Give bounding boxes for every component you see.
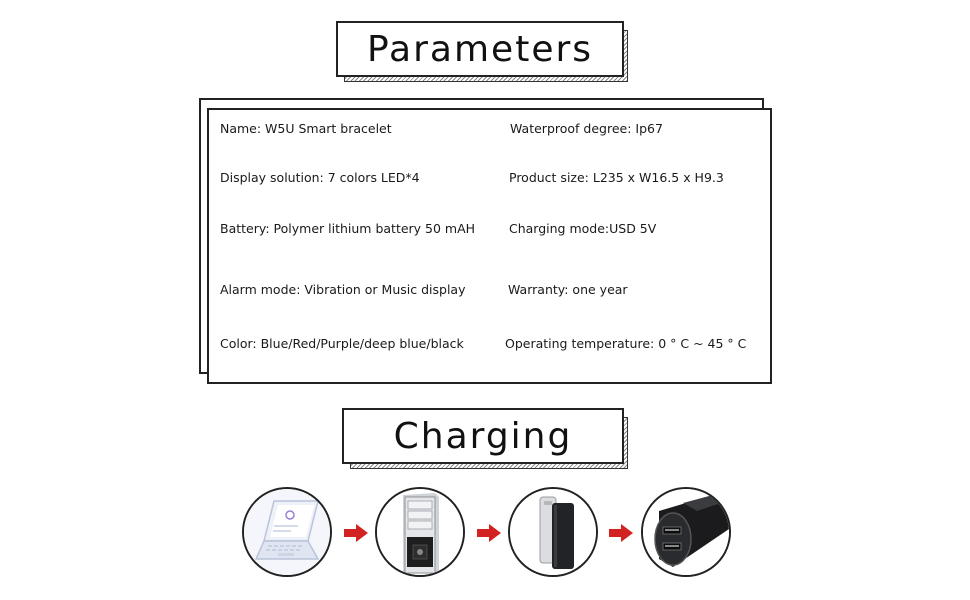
power-bank-source [508,487,598,577]
param-temperature: Operating temperature: 0 ° C ~ 45 ° C [505,336,747,351]
arrow-right-icon [477,524,501,542]
laptop-icon [244,489,330,575]
param-size: Product size: L235 x W16.5 x H9.3 [509,170,724,185]
power-bank-icon [510,489,596,575]
arrow-right-icon [344,524,368,542]
param-warranty: Warranty: one year [508,282,628,297]
param-name: Name: W5U Smart bracelet [220,121,392,136]
car-charger-icon [643,489,729,575]
param-waterproof: Waterproof degree: Ip67 [510,121,663,136]
charging-title: Charging [342,408,624,464]
laptop-source [242,487,332,577]
param-display: Display solution: 7 colors LED*4 [220,170,420,185]
desktop-source [375,487,465,577]
car-charger-source [641,487,731,577]
param-color: Color: Blue/Red/Purple/deep blue/black [220,336,464,351]
arrow-right-icon [609,524,633,542]
param-battery: Battery: Polymer lithium battery 50 mAH [220,221,476,236]
param-alarm: Alarm mode: Vibration or Music display [220,282,466,297]
param-charging-mode: Charging mode:USD 5V [509,221,657,236]
desktop-tower-icon [377,489,463,575]
parameters-title: Parameters [336,21,624,77]
